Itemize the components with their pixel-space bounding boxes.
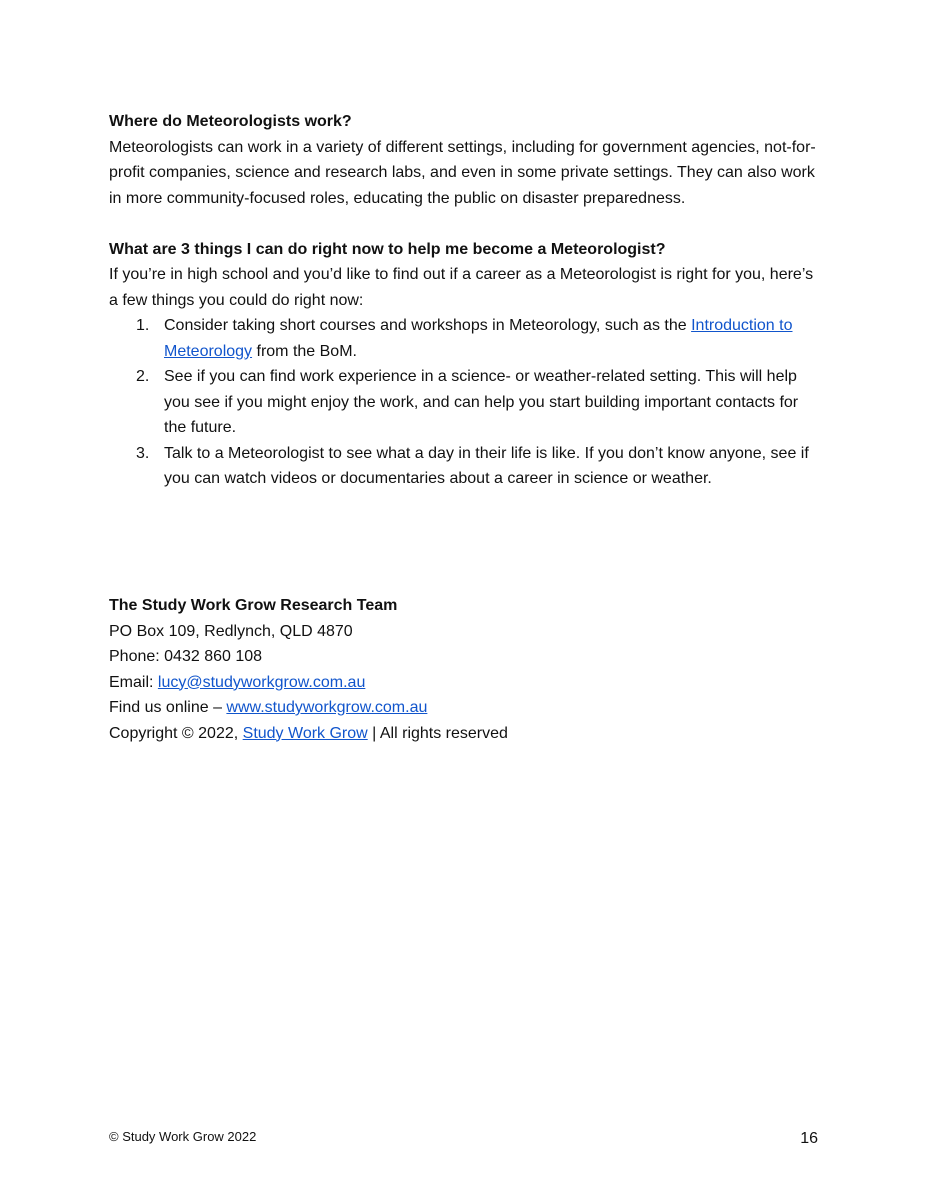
copyright-suffix: | All rights reserved (367, 724, 508, 742)
list-item-number: 1. (136, 317, 150, 334)
email-link[interactable]: lucy@studyworkgrow.com.au (157, 673, 366, 691)
main-content (109, 109, 824, 492)
steps-list (109, 313, 824, 492)
footer-copyright: © Study Work Grow 2022 (109, 1129, 257, 1144)
page-number: 16 (800, 1130, 818, 1147)
list-item-number: 3. (136, 444, 150, 462)
study-work-grow-link[interactable]: Study Work Grow (242, 724, 368, 742)
contact-website-label: Find us online – (109, 699, 227, 716)
introduction-to-meteorology-link[interactable]: Introduction to Meteorology (164, 317, 793, 360)
list-item-text-suffix: from the BoM. (252, 342, 357, 360)
section-heading-three-things: What are 3 things I can do right now to help me become a Meteorologist? (109, 240, 666, 258)
contact-team-name: The Study Work Grow Research Team (109, 597, 398, 614)
list-item (109, 313, 824, 364)
list-item-text: See if you can find work experience in a science- or weather-related setting. This will help you see if you might enjoy the work, and can help you start building important contacts for the future. (164, 368, 799, 436)
contact-address: PO Box 109, Redlynch, QLD 4870 (109, 622, 353, 640)
contact-block (109, 593, 824, 746)
contact-website-line (109, 695, 824, 721)
section-body-where-work: Meteorologists can work in a variety of different settings, including for government agencies, not-for-profit companies, science and research labs, and even in some private settings. They can also work in more community-focused roles, educating the public on disaster preparedness. (109, 138, 816, 207)
copyright-prefix: Copyright © 2022, (109, 724, 243, 742)
list-item (109, 441, 824, 492)
section-intro-three-things: If you’re in high school and you’d like to find out if a career as a Meteorologist is right for you, here’s a few things you could do right now: (109, 266, 814, 309)
contact-phone: Phone: 0432 860 108 (109, 648, 263, 665)
contact-copyright-line (109, 721, 824, 747)
list-item-text: Talk to a Meteorologist to see what a day in their life is like. If you don’t know anyone, see if you can watch videos or documentaries about a career in science or weather. (164, 444, 809, 487)
website-link[interactable]: www.studyworkgrow.com.au (226, 699, 428, 716)
section-spacer (109, 211, 824, 237)
contact-email-label: Email: (109, 673, 158, 691)
contact-email-line (109, 670, 824, 696)
list-item (109, 364, 824, 441)
list-item-number: 2. (136, 368, 150, 385)
list-item-text: Consider taking short courses and workshops in Meteorology, such as the (164, 317, 692, 334)
section-heading-where-work: Where do Meteorologists work? (109, 113, 352, 130)
